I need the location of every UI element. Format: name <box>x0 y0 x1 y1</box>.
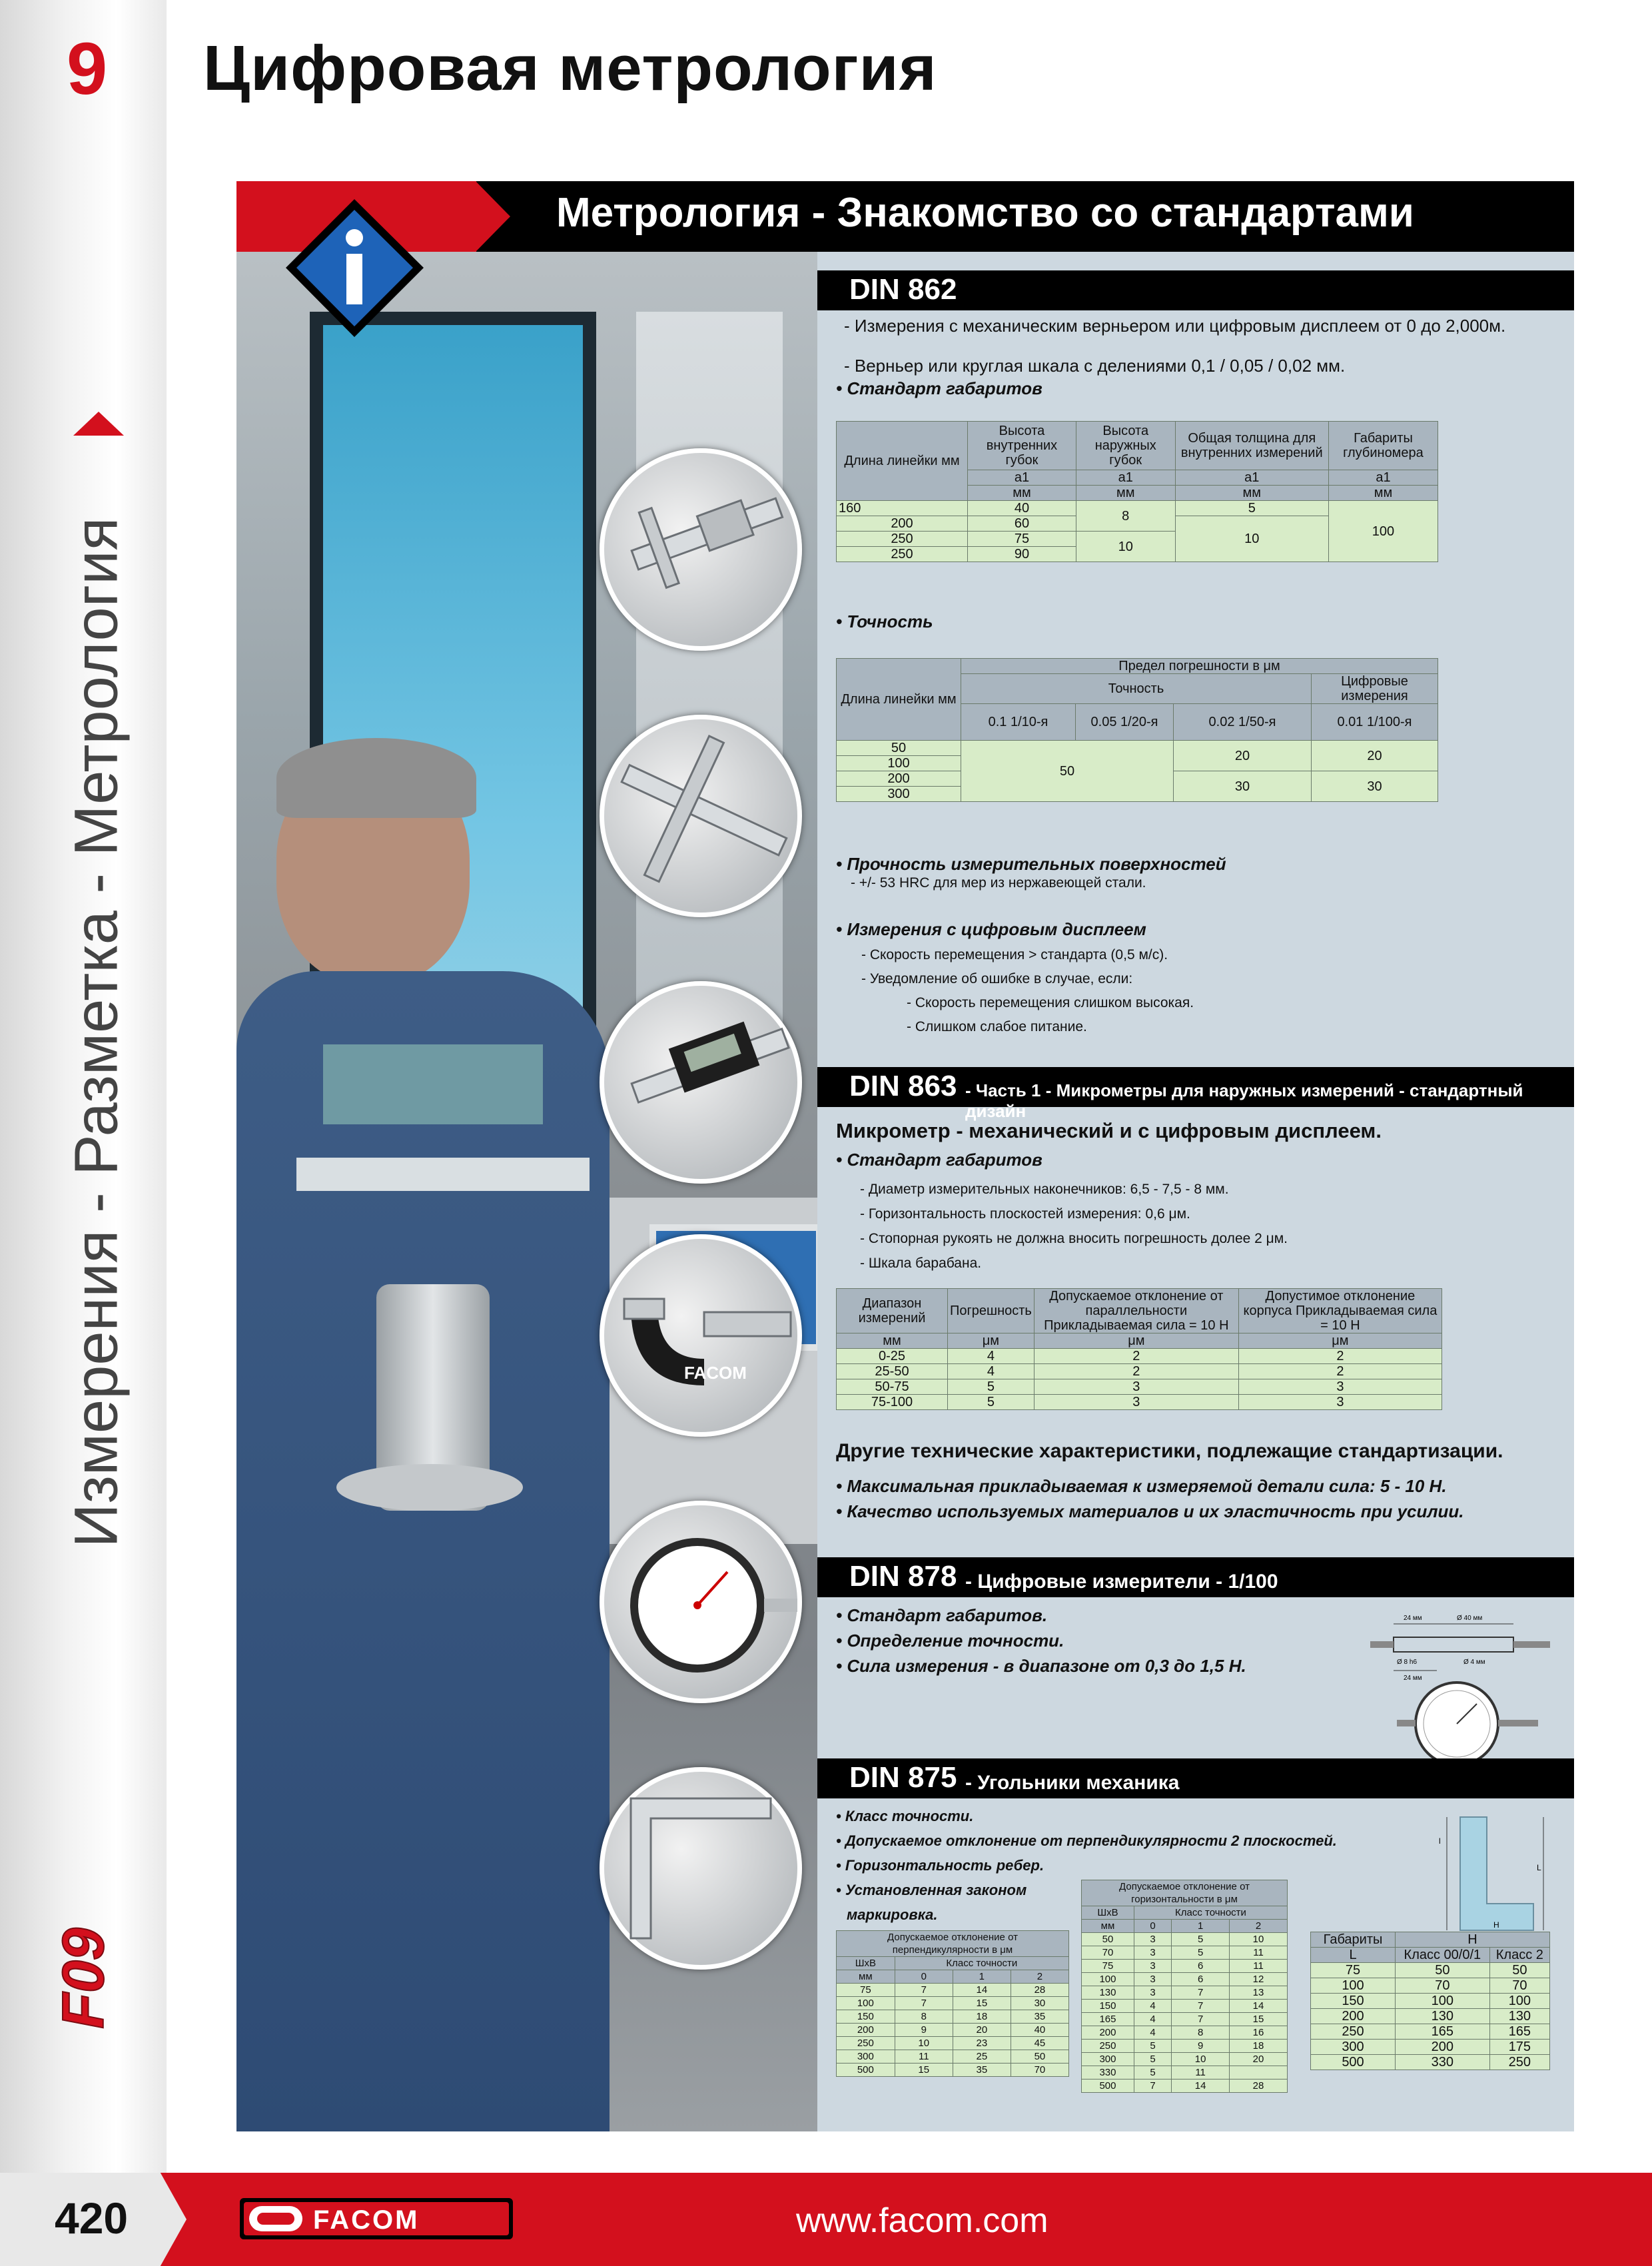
din862-dig-line: - Уведомление об ошибке в случае, если: <box>861 971 1133 986</box>
micrometer-brand: FACOM <box>684 1363 747 1383</box>
tB-cell: 100 <box>1082 1973 1134 1986</box>
tB-cell: 6 <box>1172 1960 1230 1973</box>
din862-line-2: - Верньер или круглая шкала с делениями 0,1 / 0,05 / 0,02 мм. <box>844 356 1346 376</box>
tC-cls: Класс 00/0/1 <box>1396 1948 1490 1963</box>
bubble-digital-caliper <box>600 981 802 1184</box>
din863-other-line: • Максимальная прикладываемая к измеряемой детали сила: 5 - 10 Н. <box>836 1476 1447 1496</box>
tB-cell: 5 <box>1134 2066 1171 2079</box>
tA-cell: 18 <box>953 2010 1011 2024</box>
din862-dig-line: - Скорость перемещения > стандарта (0,5 м/с). <box>861 947 1168 962</box>
t3-cell: 4 <box>948 1349 1034 1364</box>
tB-cell: 8 <box>1172 2026 1230 2040</box>
tA-cell: 7 <box>895 1984 953 1997</box>
tB-cell: 3 <box>1134 1946 1171 1960</box>
tB-cell: 14 <box>1230 2000 1288 2013</box>
tB-cell: 15 <box>1230 2013 1288 2026</box>
t2-col: 0.02 1/50-я <box>1174 704 1312 741</box>
din862-header <box>817 270 1574 310</box>
din863-std-heading: • Стандарт габаритов <box>836 1150 1042 1170</box>
tB-cell: 150 <box>1082 2000 1134 2013</box>
tA-cls: 2 <box>1011 1970 1068 1984</box>
t3-cell: 2 <box>1238 1364 1442 1379</box>
t1-len: 200 <box>837 516 968 532</box>
tB-cell: 11 <box>1230 1946 1288 1960</box>
dial-indicator-drawing <box>1357 1597 1570 1770</box>
t1-inner: 60 <box>968 516 1076 532</box>
workshop-photo <box>236 252 817 2131</box>
tC-cell: 500 <box>1311 2055 1396 2070</box>
t3-cell: 50-75 <box>837 1379 948 1395</box>
tB-cell: 5 <box>1172 1946 1230 1960</box>
tB-h1: ШхВ <box>1082 1906 1134 1920</box>
din862-dimensions-table <box>836 421 1438 562</box>
din863-other-line: • Качество используемых материалов и их эластичность при усилии. <box>836 1501 1464 1521</box>
t1-len: 250 <box>837 547 968 562</box>
tB-cell: 130 <box>1082 1986 1134 2000</box>
dim-label: 24 мм <box>1404 1615 1422 1622</box>
din862-dig-heading: • Измерения с цифровым дисплеем <box>836 919 1146 939</box>
tB-cell: 18 <box>1230 2040 1288 2053</box>
din862-hard-heading: • Прочность измерительных поверхностей <box>836 854 1226 874</box>
bubble-depth-gauge <box>600 715 802 917</box>
tB-cell: 3 <box>1134 1933 1171 1946</box>
tC-cell: 100 <box>1311 1978 1396 1994</box>
wall-panel <box>636 312 783 1044</box>
chapter-number: 9 <box>67 28 108 110</box>
t3-cell: 4 <box>948 1364 1034 1379</box>
tA-cell: 9 <box>895 2024 953 2037</box>
tA-cell: 10 <box>895 2037 953 2050</box>
din878-code: DIN 878 <box>849 1560 957 1593</box>
person-body <box>236 971 610 2131</box>
bubble-micrometer <box>600 1234 802 1437</box>
tB-cell: 4 <box>1134 2013 1171 2026</box>
tA-title: Допускаемое отклонение от перпендикулярности в μм <box>837 1931 1069 1957</box>
din863-rest: - Часть 1 - Микрометры для наружных измерений - стандартный дизайн <box>965 1080 1523 1121</box>
tB-cls: 0 <box>1134 1920 1171 1933</box>
tB-cell: 14 <box>1172 2079 1230 2093</box>
tA-cell: 35 <box>953 2064 1011 2077</box>
tA-cell: 75 <box>837 1984 895 1997</box>
tB-cell: 4 <box>1134 2026 1171 2040</box>
t2-h-dig: Цифровые измерения <box>1312 674 1438 704</box>
tB-cell: 7 <box>1172 2000 1230 2013</box>
din875-header <box>817 1758 1574 1798</box>
t2-len: 300 <box>837 787 961 802</box>
tB-cell <box>1230 2066 1288 2079</box>
t2-v002: 20 <box>1174 741 1312 771</box>
tA-cell: 25 <box>953 2050 1011 2064</box>
t1-a1: a1 <box>968 470 1076 486</box>
t3-u: мм <box>837 1333 948 1349</box>
footer-url[interactable]: www.facom.com <box>796 2201 1048 2240</box>
tB-cell: 12 <box>1230 1973 1288 1986</box>
din862-std-heading: • Стандарт габаритов <box>836 378 1042 398</box>
tA-u: мм <box>837 1970 895 1984</box>
t1-h-inner: Высота внутренних губок <box>968 422 1076 470</box>
din862-line-1: - Измерения с механическим верньером или цифровым дисплеем от 0 до 2,000м. <box>844 316 1506 336</box>
tC-cell: 250 <box>1311 2024 1396 2040</box>
t2-v002: 30 <box>1174 771 1312 802</box>
din862-code: DIN 862 <box>849 273 957 306</box>
tC-cell: 50 <box>1396 1963 1490 1978</box>
din875-line: • Класс точности. <box>836 1808 974 1824</box>
tB-cell: 7 <box>1172 2013 1230 2026</box>
tB-cell: 165 <box>1082 2013 1134 2026</box>
banner-arrow-edge <box>476 181 510 252</box>
t2-col: 0.05 1/20-я <box>1076 704 1174 741</box>
t1-outer: 10 <box>1076 532 1175 562</box>
din875-line: • Допускаемое отклонение от перпендикулярности 2 плоскостей. <box>836 1832 1337 1849</box>
tB-cell: 16 <box>1230 2026 1288 2040</box>
tC-cell: 130 <box>1396 2009 1490 2024</box>
tA-h2: Класс точности <box>895 1957 1068 1970</box>
t2-h-acc: Точность <box>961 674 1312 704</box>
t1-h-depth: Габариты глубиномера <box>1328 422 1438 470</box>
din875-code: DIN 875 <box>849 1761 957 1794</box>
t3-cell: 25-50 <box>837 1364 948 1379</box>
din863-code: DIN 863 <box>849 1070 957 1102</box>
t1-a1: a1 <box>1328 470 1438 486</box>
t1-a1: a1 <box>1175 470 1328 486</box>
t3-cell: 75-100 <box>837 1395 948 1410</box>
din875-line: • Горизонтальность ребер. <box>836 1857 1044 1874</box>
tA-cell: 300 <box>837 2050 895 2064</box>
din878-line: • Стандарт габаритов. <box>836 1605 1048 1625</box>
tB-cell: 330 <box>1082 2066 1134 2079</box>
t3-cell: 2 <box>1238 1349 1442 1364</box>
tA-cell: 30 <box>1011 1997 1068 2010</box>
din863-line: - Горизонтальность плоскостей измерения: 0,6 μм. <box>860 1206 1190 1222</box>
t3-cell: 2 <box>1034 1364 1238 1379</box>
tC-cell: 330 <box>1396 2055 1490 2070</box>
t3-u: μм <box>1238 1333 1442 1349</box>
bubble-dial-indicator <box>600 1501 802 1703</box>
tA-cell: 15 <box>953 1997 1011 2010</box>
din875-dimensions-table <box>1310 1932 1550 2070</box>
tB-cell: 6 <box>1172 1973 1230 1986</box>
t2-h-limit: Предел погрешности в μм <box>961 659 1438 674</box>
t1-unit: мм <box>1076 486 1175 501</box>
tA-cell: 70 <box>1011 2064 1068 2077</box>
t1-a1: a1 <box>1076 470 1175 486</box>
gauge-base <box>336 1464 523 1511</box>
din875-line: • Установленная законом <box>836 1882 1027 1898</box>
tA-cell: 50 <box>1011 2050 1068 2064</box>
t1-h-len: Длина линейки мм <box>837 422 968 501</box>
t2-col: 0.01 1/100-я <box>1312 704 1438 741</box>
tA-cls: 1 <box>953 1970 1011 1984</box>
tA-cell: 14 <box>953 1984 1011 1997</box>
t1-inner: 75 <box>968 532 1076 547</box>
t2-v50: 50 <box>961 741 1174 802</box>
banner-title: Метрология - Знакомство со стандартами <box>556 190 1414 236</box>
tC-cell: 130 <box>1489 2009 1549 2024</box>
din863-other-heading: Другие технические характеристики, подлежащие стандартизации. <box>836 1440 1503 1462</box>
din863-table <box>836 1288 1442 1410</box>
tC-cell: 100 <box>1396 1994 1490 2009</box>
bubble-vernier-caliper <box>600 448 802 651</box>
tA-cell: 500 <box>837 2064 895 2077</box>
t3-cell: 3 <box>1034 1379 1238 1395</box>
tB-cell: 20 <box>1230 2053 1288 2066</box>
page-number: 420 <box>55 2193 129 2243</box>
tC-cell: 100 <box>1489 1994 1549 2009</box>
t1-len: 160 <box>837 501 968 516</box>
t3-u: μм <box>948 1333 1034 1349</box>
side-logo-f09 <box>50 1902 137 2055</box>
tA-cell: 20 <box>953 2024 1011 2037</box>
tA-cell: 40 <box>1011 2024 1068 2037</box>
tB-cell: 500 <box>1082 2079 1134 2093</box>
tB-title: Допускаемое отклонение от горизонтальности в μм <box>1082 1880 1288 1906</box>
tA-cell: 7 <box>895 1997 953 2010</box>
t3-u: μм <box>1034 1333 1238 1349</box>
info-icon <box>283 196 426 340</box>
tB-u: мм <box>1082 1920 1134 1933</box>
tB-cell: 4 <box>1134 2000 1171 2013</box>
side-title-wrap <box>23 400 170 1665</box>
tB-cell: 7 <box>1172 1986 1230 2000</box>
dim-label: 24 мм <box>1404 1675 1422 1682</box>
din863-header <box>817 1067 1574 1121</box>
t1-unit: мм <box>1175 486 1328 501</box>
tB-h2: Класс точности <box>1134 1906 1287 1920</box>
tA-cell: 150 <box>837 2010 895 2024</box>
t2-col: 0.1 1/10-я <box>961 704 1076 741</box>
tC-cell: 165 <box>1396 2024 1490 2040</box>
facom-logo-text: FACOM <box>313 2205 420 2235</box>
t1-thick: 5 <box>1175 501 1328 516</box>
square-dim: L <box>1537 1863 1541 1872</box>
t3-h: Допустимое отклонение корпуса Прикладываемая сила = 10 Н <box>1238 1289 1442 1333</box>
tB-cls: 2 <box>1230 1920 1288 1933</box>
tA-cell: 100 <box>837 1997 895 2010</box>
din875-perpendicularity-table <box>836 1930 1069 2077</box>
person-hair <box>276 738 476 818</box>
tB-cell: 28 <box>1230 2079 1288 2093</box>
tC-cell: 50 <box>1489 1963 1549 1978</box>
tC-h1: Габариты <box>1311 1932 1396 1948</box>
din862-dig-line: - Слишком слабое питание. <box>907 1019 1087 1034</box>
tB-cell: 50 <box>1082 1933 1134 1946</box>
facom-logo <box>240 2198 526 2239</box>
tA-cell: 45 <box>1011 2037 1068 2050</box>
square-drawing <box>1427 1804 1547 1930</box>
tB-cell: 200 <box>1082 2026 1134 2040</box>
din875-rest: - Угольники механика <box>965 1772 1180 1794</box>
din863-line: - Шкала барабана. <box>860 1256 982 1271</box>
tB-cell: 7 <box>1134 2079 1171 2093</box>
tA-cell: 23 <box>953 2037 1011 2050</box>
tC-cell: 165 <box>1489 2024 1549 2040</box>
tC-cell: 175 <box>1489 2040 1549 2055</box>
standards-panel <box>817 252 1574 2131</box>
tA-cell: 200 <box>837 2024 895 2037</box>
tB-cell: 75 <box>1082 1960 1134 1973</box>
tB-cell: 3 <box>1134 1960 1171 1973</box>
tA-cell: 35 <box>1011 2010 1068 2024</box>
t2-v001: 30 <box>1312 771 1438 802</box>
tB-cell: 11 <box>1230 1960 1288 1973</box>
t3-cell: 3 <box>1034 1395 1238 1410</box>
tB-cell: 13 <box>1230 1986 1288 2000</box>
tC-u: L <box>1311 1948 1396 1963</box>
din862-dig-line: - Скорость перемещения слишком высокая. <box>907 995 1194 1010</box>
t1-h-outer: Высота наружных губок <box>1076 422 1175 470</box>
t2-v001: 20 <box>1312 741 1438 771</box>
vest-band <box>296 1158 590 1191</box>
tC-cell: 300 <box>1311 2040 1396 2055</box>
tA-cell: 8 <box>895 2010 953 2024</box>
din878-line: • Сила измерения - в диапазоне от 0,3 до 1,5 Н. <box>836 1656 1246 1676</box>
tB-cell: 250 <box>1082 2040 1134 2053</box>
t1-len: 250 <box>837 532 968 547</box>
t2-len: 200 <box>837 771 961 787</box>
tA-cell: 15 <box>895 2064 953 2077</box>
tC-cell: 70 <box>1396 1978 1490 1994</box>
tC-cell: 150 <box>1311 1994 1396 2009</box>
tB-cell: 5 <box>1134 2040 1171 2053</box>
t3-cell: 3 <box>1238 1379 1442 1395</box>
t2-len: 100 <box>837 756 961 771</box>
din863-subtitle: Микрометр - механический и с цифровым дисплеем. <box>836 1119 1382 1142</box>
tB-cell: 70 <box>1082 1946 1134 1960</box>
tB-cell: 5 <box>1134 2053 1171 2066</box>
din875-line: маркировка. <box>847 1906 938 1923</box>
t1-depth: 100 <box>1328 501 1438 562</box>
t3-h: Диапазон измерений <box>837 1289 948 1333</box>
tC-cell: 70 <box>1489 1978 1549 1994</box>
tB-cell: 3 <box>1134 1986 1171 2000</box>
t3-cell: 2 <box>1034 1349 1238 1364</box>
tA-cls: 0 <box>895 1970 953 1984</box>
din862-hard-line: - +/- 53 HRC для мер из нержавеющей стали. <box>851 875 1146 891</box>
t2-len: 50 <box>837 741 961 756</box>
chapter-title: Цифровая метрология <box>203 33 937 104</box>
tC-cell: 250 <box>1489 2055 1549 2070</box>
tA-h1: ШхВ <box>837 1957 895 1970</box>
side-logo-text: F09 <box>50 1928 116 2029</box>
tB-cls: 1 <box>1172 1920 1230 1933</box>
t3-h: Допускаемое отклонение от параллельности Прикладываемая сила = 10 Н <box>1034 1289 1238 1333</box>
tB-cell: 10 <box>1172 2053 1230 2066</box>
t1-thick: 10 <box>1175 516 1328 562</box>
din863-line: - Диаметр измерительных наконечников: 6,5 - 7,5 - 8 мм. <box>860 1182 1229 1197</box>
tA-cell: 28 <box>1011 1984 1068 1997</box>
dim-label: Ø 4 мм <box>1463 1659 1485 1666</box>
din875-horizontality-table <box>1081 1880 1288 2093</box>
square-dim: H <box>1493 1920 1499 1930</box>
tA-cell: 250 <box>837 2037 895 2050</box>
din878-rest: - Цифровые измерители - 1/100 <box>965 1571 1278 1593</box>
din878-line: • Определение точности. <box>836 1631 1064 1651</box>
din863-line: - Стопорная рукоять не должна вносить погрешность долее 2 μм. <box>860 1231 1288 1246</box>
t1-outer: 8 <box>1076 501 1175 532</box>
tC-cell: 200 <box>1396 2040 1490 2055</box>
din862-acc-heading: • Точность <box>836 611 933 631</box>
square-dim: l <box>1439 1836 1441 1846</box>
side-title: Измерения - Разметка - Метрология <box>62 517 131 1548</box>
vest-stripe <box>323 1044 543 1124</box>
t3-h: Погрешность <box>948 1289 1034 1333</box>
t1-unit: мм <box>1328 486 1438 501</box>
tB-cell: 5 <box>1172 1933 1230 1946</box>
t1-unit: мм <box>968 486 1076 501</box>
tC-cls: Класс 2 <box>1489 1948 1549 1963</box>
tB-cell: 300 <box>1082 2053 1134 2066</box>
t3-cell: 0-25 <box>837 1349 948 1364</box>
tC-cell: 200 <box>1311 2009 1396 2024</box>
dim-label: Ø 8 h6 <box>1397 1659 1418 1666</box>
bubble-engineer-square <box>600 1767 802 1970</box>
t3-cell: 5 <box>948 1395 1034 1410</box>
t1-h-thick: Общая толщина для внутренних измерений <box>1175 422 1328 470</box>
t1-inner: 90 <box>968 547 1076 562</box>
tB-cell: 11 <box>1172 2066 1230 2079</box>
t2-h-len: Длина линейки мм <box>837 659 961 741</box>
din862-accuracy-table <box>836 658 1438 802</box>
tC-h2: H <box>1396 1932 1550 1948</box>
tB-cell: 9 <box>1172 2040 1230 2053</box>
tC-cell: 75 <box>1311 1963 1396 1978</box>
t1-inner: 40 <box>968 501 1076 516</box>
tB-cell: 3 <box>1134 1973 1171 1986</box>
t3-cell: 3 <box>1238 1395 1442 1410</box>
dim-label: Ø 40 мм <box>1457 1615 1483 1622</box>
tB-cell: 10 <box>1230 1933 1288 1946</box>
t3-cell: 5 <box>948 1379 1034 1395</box>
tA-cell: 11 <box>895 2050 953 2064</box>
din878-header <box>817 1557 1574 1597</box>
